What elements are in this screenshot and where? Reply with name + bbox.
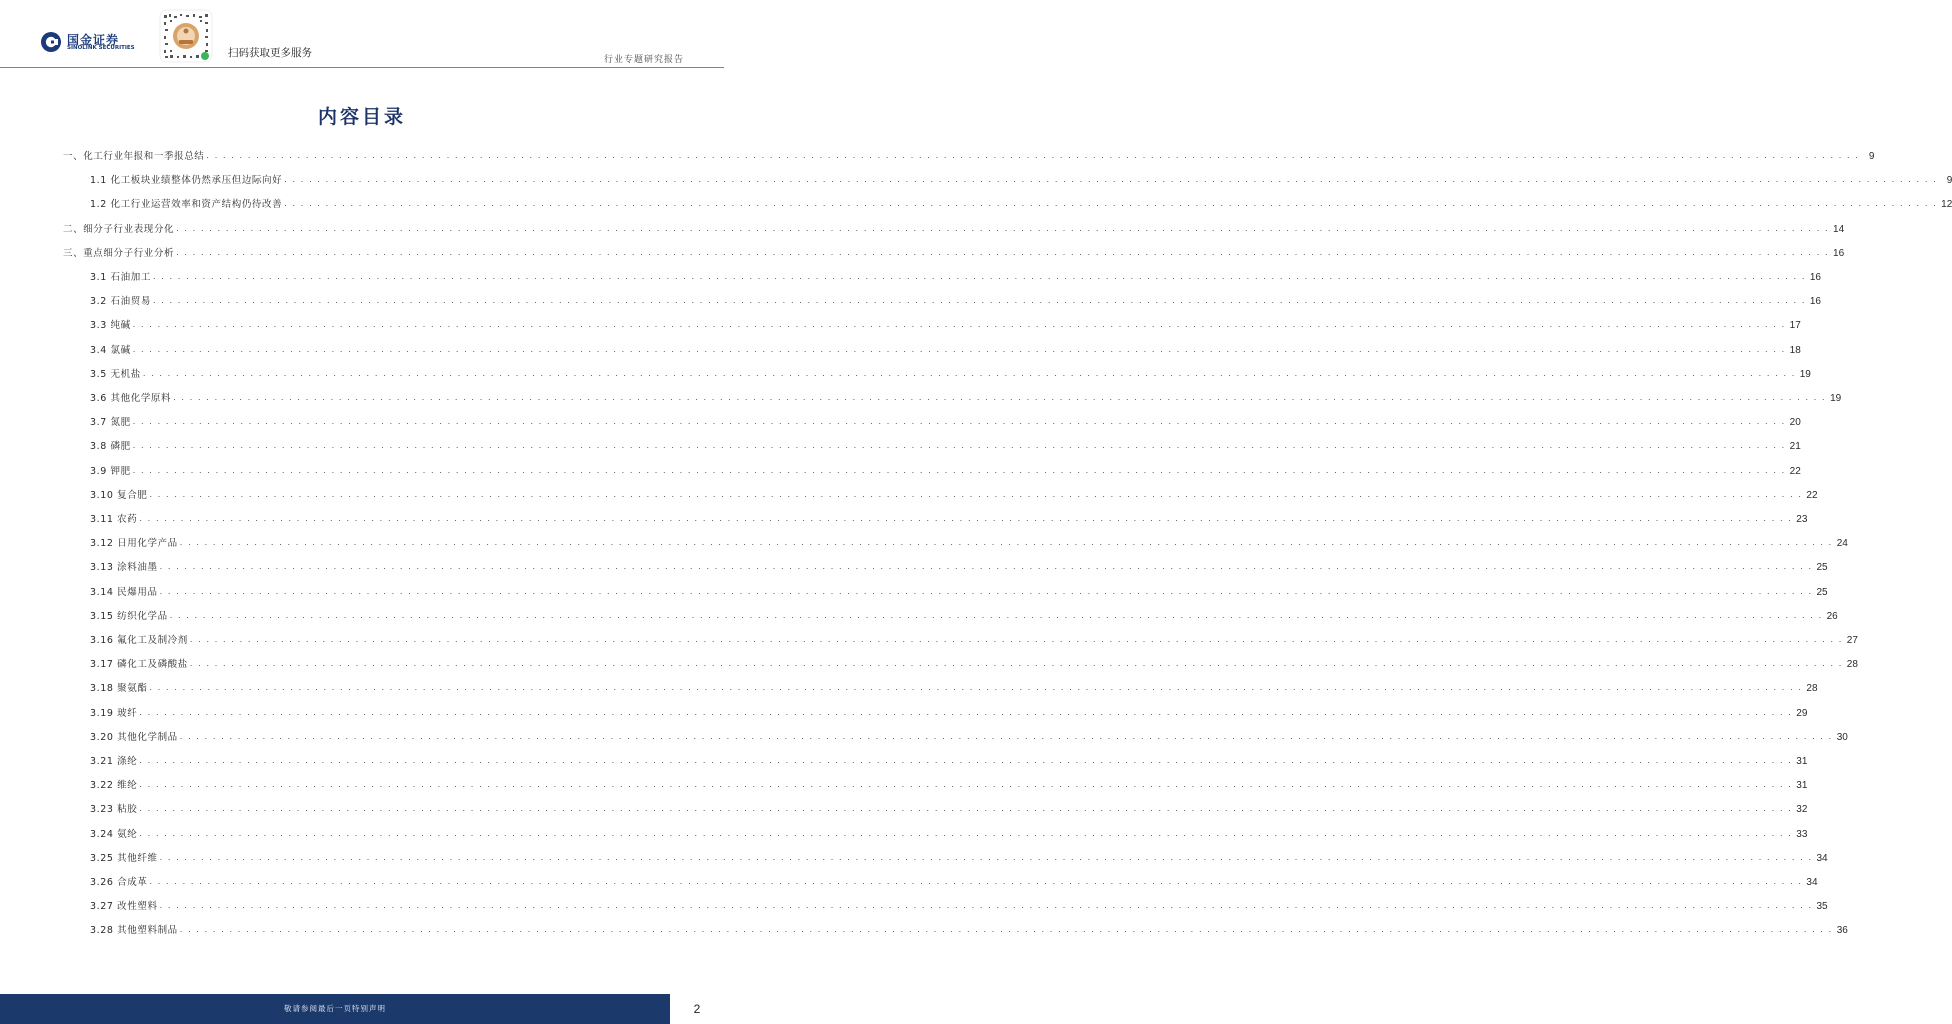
toc-entry[interactable]	[90, 315, 1801, 332]
report-type-label: 行业专题研究报告	[603, 55, 684, 65]
toc-dot-leader: . . . . . . . . . . . . . . . . . . . . . . . . . . . . . . . . . . . . . . . . . . . . . . . . . . . . . . . . . . . . . . . . . . . . . . . . . . . . . . . . . . . . . . . . . . . . . . . . . . . . . . . . . . . . . . . . . . . . . . . . . . . . . . . . . . . . . . . . . . . . . . . . . . . . . . . . . . . . . . . . . . . . . . . . . . . . . . . . . . . . . . . . . . . . . . . . . . . . . . . .	[152, 272, 1806, 281]
toc-entry-page: 31	[1796, 780, 1808, 792]
toc-entry-page: 28	[1806, 683, 1818, 695]
toc-dot-leader: . . . . . . . . . . . . . . . . . . . . . . . . . . . . . . . . . . . . . . . . . . . . . . . . . . . . . . . . . . . . . . . . . . . . . . . . . . . . . . . . . . . . . . . . . . . . . . . . . . . . . . . . . . . . . . . . . . . . . . . . . . . . . . . . . . . . . . . . . . . . . . . . . . . . . . . . . . . . . . . . . . . . . . . . . . . . . . . . . . . . . . . . . . . . . . . . . . . . . . . .	[189, 635, 1843, 644]
page-footer	[0, 994, 724, 1024]
sinolink-logo	[40, 30, 150, 56]
toc-entry-label: 3.23 粘胶	[90, 804, 138, 816]
toc-entry[interactable]	[90, 775, 1808, 792]
toc-entry-page: 16	[1809, 272, 1821, 283]
toc-entry[interactable]	[90, 799, 1808, 816]
toc-dot-leader: . . . . . . . . . . . . . . . . . . . . . . . . . . . . . . . . . . . . . . . . . . . . . . . . . . . . . . . . . . . . . . . . . . . . . . . . . . . . . . . . . . . . . . . . . . . . . . . . . . . . . . . . . . . . . . . . . . . . . . . . . . . . . . . . . . . . . . . . . . . . . . . . . . . . . . . . . . . . . . . . . . . . . . . . . . . . . . . . . . . . . . . . . . . . . . . . . . . . . . . .	[173, 393, 1827, 402]
toc-dot-leader: . . . . . . . . . . . . . . . . . . . . . . . . . . . . . . . . . . . . . . . . . . . . . . . . . . . . . . . . . . . . . . . . . . . . . . . . . . . . . . . . . . . . . . . . . . . . . . . . . . . . . . . . . . . . . . . . . . . . . . . . . . . . . . . . . . . . . . . . . . . . . . . . . . . . . . . . . . . . . . . . . . . . . . . . . . . . . . . . . . . . . . . . . . . . . . . . . . . . . . . .	[169, 610, 1823, 620]
toc-dot-leader: . . . . . . . . . . . . . . . . . . . . . . . . . . . . . . . . . . . . . . . . . . . . . . . . . . . . . . . . . . . . . . . . . . . . . . . . . . . . . . . . . . . . . . . . . . . . . . . . . . . . . . . . . . . . . . . . . . . . . . . . . . . . . . . . . . . . . . . . . . . . . . . . . . . . . . . . . . . . . . . . . . . . . . . . . . . . . . . . . . . . . . . . . . . . . . . . . . . . . . . .	[284, 199, 1938, 209]
toc-dot-leader: . . . . . . . . . . . . . . . . . . . . . . . . . . . . . . . . . . . . . . . . . . . . . . . . . . . . . . . . . . . . . . . . . . . . . . . . . . . . . . . . . . . . . . . . . . . . . . . . . . . . . . . . . . . . . . . . . . . . . . . . . . . . . . . . . . . . . . . . . . . . . . . . . . . . . . . . . . . . . . . . . . . . . . . . . . . . . . . . . . . . . . . . . . . . . . . . . . . . . . . .	[149, 877, 1803, 886]
toc-entry[interactable]	[90, 920, 1848, 937]
toc-entry-page: 34	[1816, 852, 1828, 864]
toc-entry-label: 3.21 涤纶	[90, 756, 138, 767]
toc-dot-leader: . . . . . . . . . . . . . . . . . . . . . . . . . . . . . . . . . . . . . . . . . . . . . . . . . . . . . . . . . . . . . . . . . . . . . . . . . . . . . . . . . . . . . . . . . . . . . . . . . . . . . . . . . . . . . . . . . . . . . . . . . . . . . . . . . . . . . . . . . . . . . . . . . . . . . . . . . . . . . . . . . . . . . . . . . . . . . . . . . . . . . . . . . . . . . . . . . . . . . . . .	[139, 707, 1793, 717]
toc-title: 内容目录	[317, 106, 406, 128]
toc-entry-label: 3.19 玻纤	[90, 707, 138, 719]
toc-entry[interactable]	[63, 243, 1845, 259]
toc-entry[interactable]	[90, 267, 1821, 283]
toc-entry[interactable]	[63, 146, 1875, 162]
toc-entry-label: 3.16 氟化工及制冷剂	[90, 635, 188, 646]
toc-entry-page: 16	[1809, 296, 1821, 308]
toc-dot-leader: . . . . . . . . . . . . . . . . . . . . . . . . . . . . . . . . . . . . . . . . . . . . . . . . . . . . . . . . . . . . . . . . . . . . . . . . . . . . . . . . . . . . . . . . . . . . . . . . . . . . . . . . . . . . . . . . . . . . . . . . . . . . . . . . . . . . . . . . . . . . . . . . . . . . . . . . . . . . . . . . . . . . . . . . . . . . . . . . . . . . . . . . . . . . . . . . . . . . . . . .	[189, 659, 1843, 669]
toc-entry-page: 24	[1836, 538, 1848, 550]
qr-code-icon[interactable]	[160, 10, 212, 62]
toc-entry[interactable]	[63, 219, 1845, 235]
toc-dot-leader: . . . . . . . . . . . . . . . . . . . . . . . . . . . . . . . . . . . . . . . . . . . . . . . . . . . . . . . . . . . . . . . . . . . . . . . . . . . . . . . . . . . . . . . . . . . . . . . . . . . . . . . . . . . . . . . . . . . . . . . . . . . . . . . . . . . . . . . . . . . . . . . . . . . . . . . . . . . . . . . . . . . . . . . . . . . . . . . . . . . . . . . . . . . . . . . . . . . . . . . .	[149, 489, 1803, 499]
disclaimer-note: 敬请参阅最后一页特别声明	[284, 1004, 386, 1013]
sinolink-logo-icon	[40, 31, 62, 53]
toc-entry-label: 3.13 涂料油墨	[90, 562, 158, 574]
toc-entry[interactable]	[90, 848, 1828, 864]
toc-entry-page: 22	[1806, 489, 1818, 501]
toc-entry-label: 3.2 石油贸易	[90, 296, 151, 308]
toc-entry[interactable]	[90, 824, 1808, 840]
toc-entry[interactable]	[90, 678, 1818, 695]
toc-entry-label: 3.6 其他化学原料	[90, 393, 172, 404]
logo-chinese-name: 国金证券	[67, 33, 120, 47]
toc-entry-label: 3.20 其他化学制品	[90, 731, 178, 743]
toc-dot-leader: . . . . . . . . . . . . . . . . . . . . . . . . . . . . . . . . . . . . . . . . . . . . . . . . . . . . . . . . . . . . . . . . . . . . . . . . . . . . . . . . . . . . . . . . . . . . . . . . . . . . . . . . . . . . . . . . . . . . . . . . . . . . . . . . . . . . . . . . . . . . . . . . . . . . . . . . . . . . . . . . . . . . . . . . . . . . . . . . . . . . . . . . . . . . . . . . . . . . . . . .	[284, 175, 1938, 185]
toc-entry[interactable]	[90, 340, 1801, 356]
toc-entry-page: 31	[1796, 756, 1808, 767]
toc-entry-label: 3.18 聚氨酯	[90, 683, 148, 695]
logo-english-name: SINOLINK SECURITIES	[67, 45, 135, 51]
toc-entry-label: 3.1 石油加工	[90, 272, 151, 283]
toc-entry-page: 20	[1789, 417, 1801, 429]
toc-entry-page: 21	[1789, 441, 1801, 453]
toc-entry[interactable]	[90, 582, 1828, 598]
header-divider	[0, 67, 724, 68]
toc-dot-leader: . . . . . . . . . . . . . . . . . . . . . . . . . . . . . . . . . . . . . . . . . . . . . . . . . . . . . . . . . . . . . . . . . . . . . . . . . . . . . . . . . . . . . . . . . . . . . . . . . . . . . . . . . . . . . . . . . . . . . . . . . . . . . . . . . . . . . . . . . . . . . . . . . . . . . . . . . . . . . . . . . . . . . . . . . . . . . . . . . . . . . . . . . . . . . . . . . . . . . . . .	[132, 344, 1786, 354]
toc-dot-leader: . . . . . . . . . . . . . . . . . . . . . . . . . . . . . . . . . . . . . . . . . . . . . . . . . . . . . . . . . . . . . . . . . . . . . . . . . . . . . . . . . . . . . . . . . . . . . . . . . . . . . . . . . . . . . . . . . . . . . . . . . . . . . . . . . . . . . . . . . . . . . . . . . . . . . . . . . . . . . . . . . . . . . . . . . . . . . . . . . . . . . . . . . . . . . . . . . . . . . . . .	[159, 852, 1813, 862]
toc-dot-leader: . . . . . . . . . . . . . . . . . . . . . . . . . . . . . . . . . . . . . . . . . . . . . . . . . . . . . . . . . . . . . . . . . . . . . . . . . . . . . . . . . . . . . . . . . . . . . . . . . . . . . . . . . . . . . . . . . . . . . . . . . . . . . . . . . . . . . . . . . . . . . . . . . . . . . . . . . . . . . . . . . . . . . . . . . . . . . . . . . . . . . . . . . . . . . . . . . . . . . . . .	[152, 296, 1806, 306]
toc-entry-label: 3.12 日用化学产品	[90, 538, 178, 550]
toc-entry-page: 28	[1846, 659, 1858, 671]
toc-entry[interactable]	[90, 751, 1808, 767]
toc-entry-label: 一、化工行业年报和一季报总结	[63, 151, 205, 162]
toc-dot-leader: . . . . . . . . . . . . . . . . . . . . . . . . . . . . . . . . . . . . . . . . . . . . . . . . . . . . . . . . . . . . . . . . . . . . . . . . . . . . . . . . . . . . . . . . . . . . . . . . . . . . . . . . . . . . . . . . . . . . . . . . . . . . . . . . . . . . . . . . . . . . . . . . . . . . . . . . . . . . . . . . . . . . . . . . . . . . . . . . . . . . . . . . . . . . . . . . . . . . . . . .	[176, 223, 1830, 233]
page-number: 2	[693, 1002, 701, 1016]
toc-dot-leader: . . . . . . . . . . . . . . . . . . . . . . . . . . . . . . . . . . . . . . . . . . . . . . . . . . . . . . . . . . . . . . . . . . . . . . . . . . . . . . . . . . . . . . . . . . . . . . . . . . . . . . . . . . . . . . . . . . . . . . . . . . . . . . . . . . . . . . . . . . . . . . . . . . . . . . . . . . . . . . . . . . . . . . . . . . . . . . . . . . . . . . . . . . . . . . . . . . . . . . . .	[176, 247, 1830, 257]
toc-entry-page: 30	[1836, 731, 1848, 743]
toc-dot-leader: . . . . . . . . . . . . . . . . . . . . . . . . . . . . . . . . . . . . . . . . . . . . . . . . . . . . . . . . . . . . . . . . . . . . . . . . . . . . . . . . . . . . . . . . . . . . . . . . . . . . . . . . . . . . . . . . . . . . . . . . . . . . . . . . . . . . . . . . . . . . . . . . . . . . . . . . . . . . . . . . . . . . . . . . . . . . . . . . . . . . . . . . . . . . . . . . . . . . . . . .	[179, 731, 1833, 741]
toc-entry-label: 1.1 化工板块业绩整体仍然承压但边际向好	[90, 175, 283, 187]
footer-band	[0, 994, 670, 1024]
toc-entry-page: 32	[1796, 804, 1808, 816]
toc-entry-page: 12	[1941, 199, 1952, 211]
toc-entry-page: 9	[1868, 151, 1875, 162]
toc-entry-label: 3.3 纯碱	[90, 320, 131, 332]
toc-entry[interactable]	[90, 170, 1952, 187]
toc-entry-label: 3.9 钾肥	[90, 465, 131, 477]
toc-entry-label: 三、重点细分子行业分析	[63, 247, 175, 259]
toc-entry-label: 3.24 氨纶	[90, 828, 138, 840]
toc-entry[interactable]	[90, 557, 1828, 574]
toc-entry-label: 3.14 民爆用品	[90, 586, 158, 598]
toc-entry[interactable]	[90, 194, 1952, 211]
toc-entry[interactable]	[90, 509, 1808, 525]
toc-entry-label: 3.10 复合肥	[90, 489, 148, 501]
toc-entry-page: 29	[1796, 707, 1808, 719]
toc-dot-leader: . . . . . . . . . . . . . . . . . . . . . . . . . . . . . . . . . . . . . . . . . . . . . . . . . . . . . . . . . . . . . . . . . . . . . . . . . . . . . . . . . . . . . . . . . . . . . . . . . . . . . . . . . . . . . . . . . . . . . . . . . . . . . . . . . . . . . . . . . . . . . . . . . . . . . . . . . . . . . . . . . . . . . . . . . . . . . . . . . . . . . . . . . . . . . . . . . . . . . . . .	[159, 562, 1813, 572]
toc-entry-label: 3.17 磷化工及磷酸盐	[90, 659, 188, 671]
toc-entry[interactable]	[90, 485, 1818, 501]
toc-dot-leader: . . . . . . . . . . . . . . . . . . . . . . . . . . . . . . . . . . . . . . . . . . . . . . . . . . . . . . . . . . . . . . . . . . . . . . . . . . . . . . . . . . . . . . . . . . . . . . . . . . . . . . . . . . . . . . . . . . . . . . . . . . . . . . . . . . . . . . . . . . . . . . . . . . . . . . . . . . . . . . . . . . . . . . . . . . . . . . . . . . . . . . . . . . . . . . . . . . . . . . . .	[179, 925, 1833, 935]
toc-entry[interactable]	[90, 388, 1842, 404]
toc-dot-leader: . . . . . . . . . . . . . . . . . . . . . . . . . . . . . . . . . . . . . . . . . . . . . . . . . . . . . . . . . . . . . . . . . . . . . . . . . . . . . . . . . . . . . . . . . . . . . . . . . . . . . . . . . . . . . . . . . . . . . . . . . . . . . . . . . . . . . . . . . . . . . . . . . . . . . . . . . . . . . . . . . . . . . . . . . . . . . . . . . . . . . . . . . . . . . . . . . . . . . . . .	[132, 441, 1786, 451]
toc-entry-page: 34	[1806, 877, 1818, 888]
toc-entry[interactable]	[90, 461, 1801, 477]
toc-dot-leader: . . . . . . . . . . . . . . . . . . . . . . . . . . . . . . . . . . . . . . . . . . . . . . . . . . . . . . . . . . . . . . . . . . . . . . . . . . . . . . . . . . . . . . . . . . . . . . . . . . . . . . . . . . . . . . . . . . . . . . . . . . . . . . . . . . . . . . . . . . . . . . . . . . . . . . . . . . . . . . . . . . . . . . . . . . . . . . . . . . . . . . . . . . . . . . . . . . . . . . . .	[139, 756, 1793, 765]
toc-entry[interactable]	[90, 872, 1818, 888]
toc-entry-page: 16	[1833, 247, 1845, 259]
toc-dot-leader: . . . . . . . . . . . . . . . . . . . . . . . . . . . . . . . . . . . . . . . . . . . . . . . . . . . . . . . . . . . . . . . . . . . . . . . . . . . . . . . . . . . . . . . . . . . . . . . . . . . . . . . . . . . . . . . . . . . . . . . . . . . . . . . . . . . . . . . . . . . . . . . . . . . . . . . . . . . . . . . . . . . . . . . . . . . . . . . . . . . . . . . . . . . . . . . . . . . . . . . .	[132, 417, 1786, 427]
toc-dot-leader: . . . . . . . . . . . . . . . . . . . . . . . . . . . . . . . . . . . . . . . . . . . . . . . . . . . . . . . . . . . . . . . . . . . . . . . . . . . . . . . . . . . . . . . . . . . . . . . . . . . . . . . . . . . . . . . . . . . . . . . . . . . . . . . . . . . . . . . . . . . . . . . . . . . . . . . . . . . . . . . . . . . . . . . . . . . . . . . . . . . . . . . . . . . . . . . . . . . . . . . .	[142, 368, 1796, 378]
toc-entry-label: 3.22 维纶	[90, 780, 138, 792]
toc-entry-page: 19	[1830, 393, 1842, 404]
toc-entry-label: 3.25 其他纤维	[90, 852, 158, 864]
toc-entry-label: 3.26 合成革	[90, 877, 148, 888]
scan-for-services-text: 扫码获取更多服务	[228, 47, 312, 59]
toc-entry-label: 3.28 其他塑料制品	[90, 925, 178, 937]
toc-dot-leader: . . . . . . . . . . . . . . . . . . . . . . . . . . . . . . . . . . . . . . . . . . . . . . . . . . . . . . . . . . . . . . . . . . . . . . . . . . . . . . . . . . . . . . . . . . . . . . . . . . . . . . . . . . . . . . . . . . . . . . . . . . . . . . . . . . . . . . . . . . . . . . . . . . . . . . . . . . . . . . . . . . . . . . . . . . . . . . . . . . . . . . . . . . . . . . . . . . . . . . . .	[132, 320, 1786, 330]
toc-entry[interactable]	[90, 412, 1801, 429]
toc-entry-label: 3.15 纺织化学品	[90, 610, 168, 622]
toc-dot-leader: . . . . . . . . . . . . . . . . . . . . . . . . . . . . . . . . . . . . . . . . . . . . . . . . . . . . . . . . . . . . . . . . . . . . . . . . . . . . . . . . . . . . . . . . . . . . . . . . . . . . . . . . . . . . . . . . . . . . . . . . . . . . . . . . . . . . . . . . . . . . . . . . . . . . . . . . . . . . . . . . . . . . . . . . . . . . . . . . . . . . . . . . . . . . . . . . . . . . . . . .	[159, 901, 1813, 911]
toc-dot-leader: . . . . . . . . . . . . . . . . . . . . . . . . . . . . . . . . . . . . . . . . . . . . . . . . . . . . . . . . . . . . . . . . . . . . . . . . . . . . . . . . . . . . . . . . . . . . . . . . . . . . . . . . . . . . . . . . . . . . . . . . . . . . . . . . . . . . . . . . . . . . . . . . . . . . . . . . . . . . . . . . . . . . . . . . . . . . . . . . . . . . . . . . . . . . . . . . . . . . . . . .	[139, 514, 1793, 523]
toc-entry-page: 18	[1789, 344, 1801, 356]
toc-entry-page: 36	[1836, 925, 1848, 937]
toc-dot-leader: . . . . . . . . . . . . . . . . . . . . . . . . . . . . . . . . . . . . . . . . . . . . . . . . . . . . . . . . . . . . . . . . . . . . . . . . . . . . . . . . . . . . . . . . . . . . . . . . . . . . . . . . . . . . . . . . . . . . . . . . . . . . . . . . . . . . . . . . . . . . . . . . . . . . . . . . . . . . . . . . . . . . . . . . . . . . . . . . . . . . . . . . . . . . . . . . . . . . . . . .	[139, 828, 1793, 838]
toc-dot-leader: . . . . . . . . . . . . . . . . . . . . . . . . . . . . . . . . . . . . . . . . . . . . . . . . . . . . . . . . . . . . . . . . . . . . . . . . . . . . . . . . . . . . . . . . . . . . . . . . . . . . . . . . . . . . . . . . . . . . . . . . . . . . . . . . . . . . . . . . . . . . . . . . . . . . . . . . . . . . . . . . . . . . . . . . . . . . . . . . . . . . . . . . . . . . . . . . . . . . . . . .	[159, 586, 1813, 596]
toc-entry[interactable]	[90, 533, 1848, 550]
toc-entry[interactable]	[90, 364, 1811, 380]
toc-entry-label: 3.7 氮肥	[90, 417, 131, 429]
toc-entry-label: 3.4 氯碱	[90, 344, 131, 356]
toc-entry-page: 19	[1799, 368, 1811, 380]
toc-entry-page: 33	[1796, 828, 1808, 840]
toc-dot-leader: . . . . . . . . . . . . . . . . . . . . . . . . . . . . . . . . . . . . . . . . . . . . . . . . . . . . . . . . . . . . . . . . . . . . . . . . . . . . . . . . . . . . . . . . . . . . . . . . . . . . . . . . . . . . . . . . . . . . . . . . . . . . . . . . . . . . . . . . . . . . . . . . . . . . . . . . . . . . . . . . . . . . . . . . . . . . . . . . . . . . . . . . . . . . . . . . . . . . . . . .	[206, 151, 1860, 160]
toc-entry-page: 14	[1833, 223, 1845, 235]
toc-entry[interactable]	[90, 703, 1808, 719]
toc-entry-page: 25	[1816, 562, 1828, 574]
toc-entry[interactable]	[90, 727, 1848, 743]
toc-entry-label: 3.27 改性塑料	[90, 901, 158, 913]
toc-entry-label: 3.8 磷肥	[90, 441, 131, 453]
toc-entry-page: 25	[1816, 586, 1828, 598]
toc-entry-page: 17	[1789, 320, 1801, 332]
toc-entry[interactable]	[90, 630, 1858, 646]
toc-entry-page: 35	[1816, 901, 1828, 913]
toc-entry[interactable]	[90, 606, 1838, 622]
toc-entry-label: 3.11 农药	[90, 514, 138, 525]
page-header	[0, 0, 724, 68]
toc-dot-leader: . . . . . . . . . . . . . . . . . . . . . . . . . . . . . . . . . . . . . . . . . . . . . . . . . . . . . . . . . . . . . . . . . . . . . . . . . . . . . . . . . . . . . . . . . . . . . . . . . . . . . . . . . . . . . . . . . . . . . . . . . . . . . . . . . . . . . . . . . . . . . . . . . . . . . . . . . . . . . . . . . . . . . . . . . . . . . . . . . . . . . . . . . . . . . . . . . . . . . . . .	[132, 465, 1786, 475]
toc-entry[interactable]	[90, 436, 1801, 453]
toc-entry-page: 9	[1946, 175, 1952, 187]
toc-dot-leader: . . . . . . . . . . . . . . . . . . . . . . . . . . . . . . . . . . . . . . . . . . . . . . . . . . . . . . . . . . . . . . . . . . . . . . . . . . . . . . . . . . . . . . . . . . . . . . . . . . . . . . . . . . . . . . . . . . . . . . . . . . . . . . . . . . . . . . . . . . . . . . . . . . . . . . . . . . . . . . . . . . . . . . . . . . . . . . . . . . . . . . . . . . . . . . . . . . . . . . . .	[179, 538, 1833, 548]
toc-dot-leader: . . . . . . . . . . . . . . . . . . . . . . . . . . . . . . . . . . . . . . . . . . . . . . . . . . . . . . . . . . . . . . . . . . . . . . . . . . . . . . . . . . . . . . . . . . . . . . . . . . . . . . . . . . . . . . . . . . . . . . . . . . . . . . . . . . . . . . . . . . . . . . . . . . . . . . . . . . . . . . . . . . . . . . . . . . . . . . . . . . . . . . . . . . . . . . . . . . . . . . . .	[139, 804, 1793, 814]
toc-entry-label: 二、细分子行业表现分化	[63, 223, 175, 235]
toc-entry-page: 22	[1789, 465, 1801, 477]
toc-entry[interactable]	[90, 654, 1858, 671]
toc-dot-leader: . . . . . . . . . . . . . . . . . . . . . . . . . . . . . . . . . . . . . . . . . . . . . . . . . . . . . . . . . . . . . . . . . . . . . . . . . . . . . . . . . . . . . . . . . . . . . . . . . . . . . . . . . . . . . . . . . . . . . . . . . . . . . . . . . . . . . . . . . . . . . . . . . . . . . . . . . . . . . . . . . . . . . . . . . . . . . . . . . . . . . . . . . . . . . . . . . . . . . . . .	[149, 683, 1803, 693]
toc-entry-page: 26	[1826, 610, 1838, 622]
toc-entry-label: 1.2 化工行业运营效率和资产结构仍待改善	[90, 199, 283, 211]
toc-entry-label: 3.5 无机盐	[90, 368, 141, 380]
toc-dot-leader: . . . . . . . . . . . . . . . . . . . . . . . . . . . . . . . . . . . . . . . . . . . . . . . . . . . . . . . . . . . . . . . . . . . . . . . . . . . . . . . . . . . . . . . . . . . . . . . . . . . . . . . . . . . . . . . . . . . . . . . . . . . . . . . . . . . . . . . . . . . . . . . . . . . . . . . . . . . . . . . . . . . . . . . . . . . . . . . . . . . . . . . . . . . . . . . . . . . . . . . .	[139, 780, 1793, 790]
toc-entry[interactable]	[90, 896, 1828, 913]
toc-entry-page: 23	[1796, 514, 1808, 525]
toc-entry[interactable]	[90, 291, 1821, 308]
toc-entry-page: 27	[1846, 635, 1858, 646]
